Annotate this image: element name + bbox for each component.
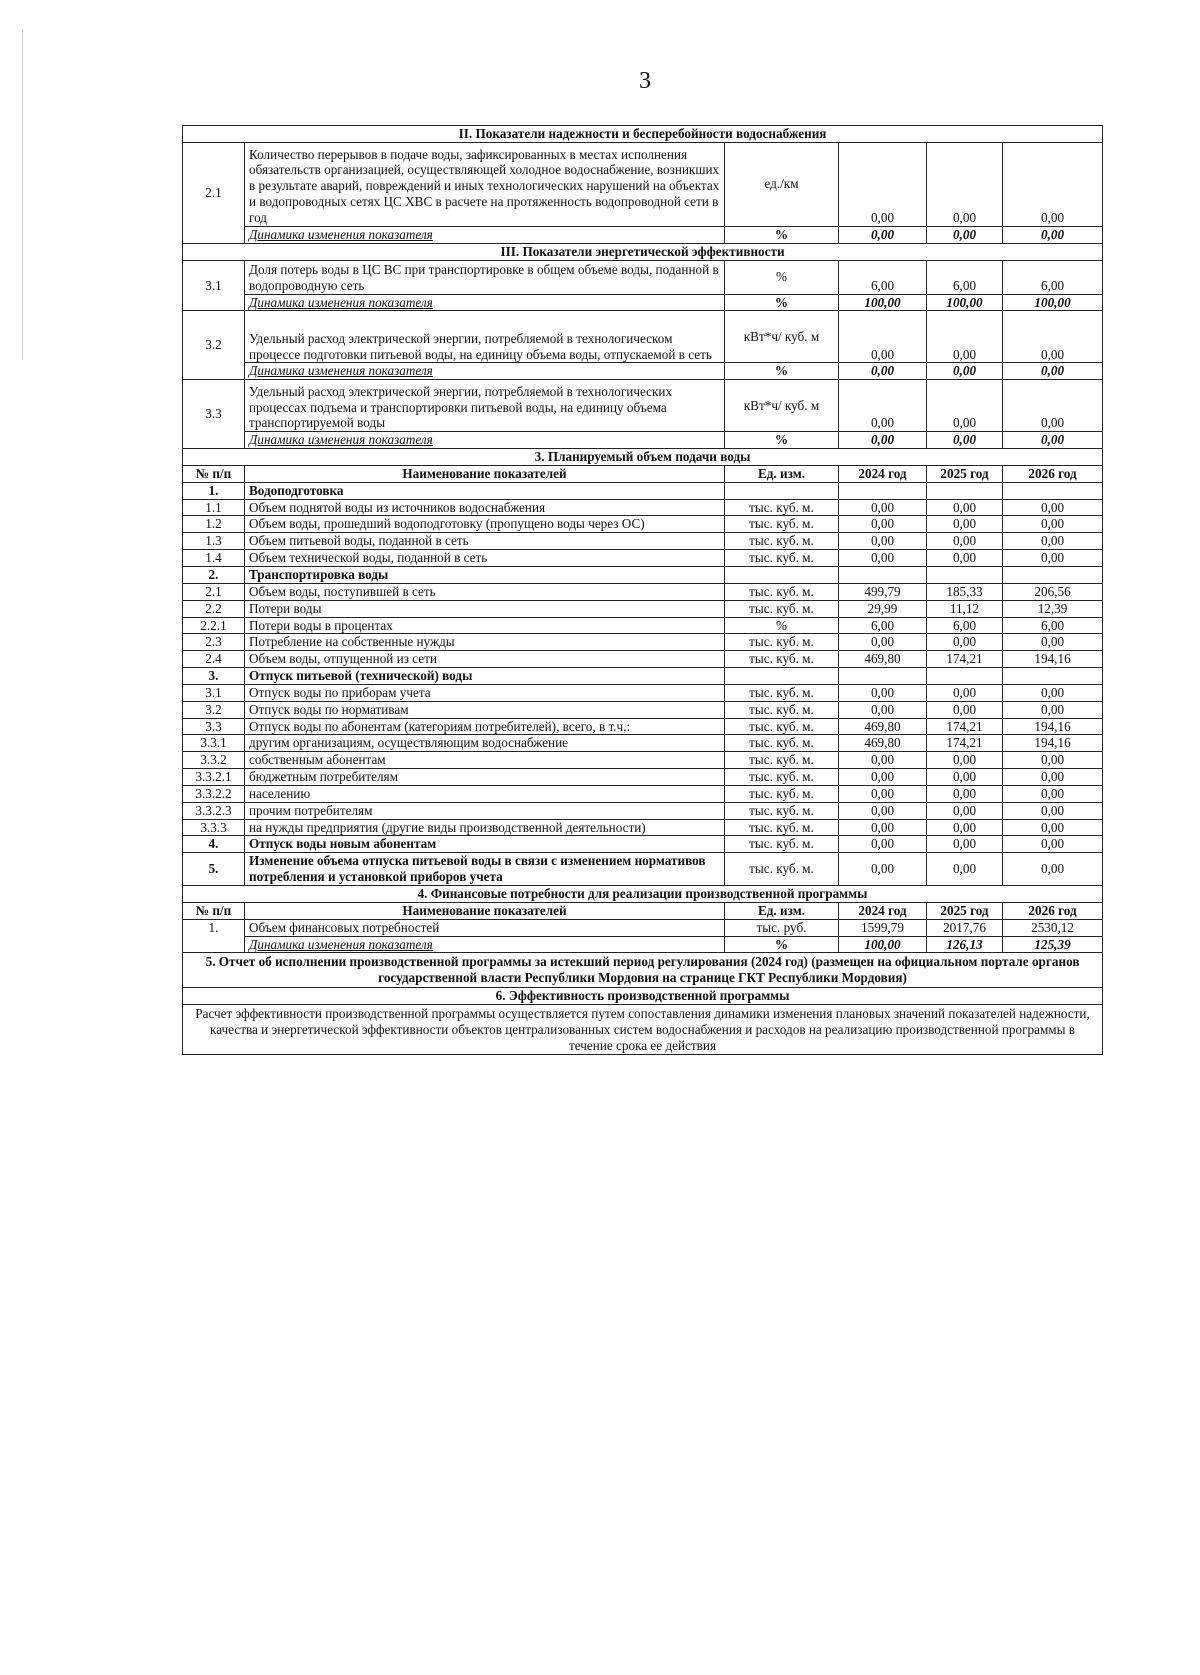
volume-row-num: 3.3.2.3 xyxy=(183,802,245,819)
volume-row-v2025: 0,00 xyxy=(927,634,1003,651)
volume-row-v2024: 0,00 xyxy=(839,533,927,550)
volume-row xyxy=(183,684,1103,701)
volume-row xyxy=(183,718,1103,735)
volume-row-v2025: 0,00 xyxy=(927,516,1003,533)
section-2-title-row xyxy=(183,126,1103,143)
row-3-2-num: 3.2 xyxy=(183,311,245,380)
row-2-1-dyn-v2024: 0,00 xyxy=(839,226,927,243)
row-2-1 xyxy=(183,142,1103,226)
row-3-2-dyn-name: Динамика изменения показателя xyxy=(245,363,725,380)
volume-row-num: 3. xyxy=(183,668,245,685)
row-2-1-v2024: 0,00 xyxy=(839,142,927,226)
volume-row-name: Изменение объема отпуска питьевой воды в связи с изменением нормативов потребления и установкой приборов учета xyxy=(245,853,725,886)
volume-row-v2026: 0,00 xyxy=(1003,550,1103,567)
volume-row-v2025 xyxy=(927,668,1003,685)
section-2-title: II. Показатели надежности и бесперебойности водоснабжения xyxy=(183,126,1103,143)
volume-row xyxy=(183,516,1103,533)
volume-row-name: Потребление на собственные нужды xyxy=(245,634,725,651)
volume-row xyxy=(183,617,1103,634)
volume-row-v2024: 0,00 xyxy=(839,769,927,786)
volume-row-v2025: 0,00 xyxy=(927,684,1003,701)
volume-header-unit: Ед. изм. xyxy=(725,465,839,482)
volume-row-name: Объем воды, поступившей в сеть xyxy=(245,583,725,600)
row-3-2 xyxy=(183,311,1103,363)
volume-row-unit: тыс. куб. м. xyxy=(725,583,839,600)
volume-row-unit: тыс. куб. м. xyxy=(725,651,839,668)
volume-row xyxy=(183,785,1103,802)
volume-row-num: 1. xyxy=(183,482,245,499)
finance-header-num: № п/п xyxy=(183,902,245,919)
volume-row-name: населению xyxy=(245,785,725,802)
volume-header-num: № п/п xyxy=(183,465,245,482)
volume-row-v2025: 0,00 xyxy=(927,499,1003,516)
volume-row-unit: тыс. куб. м. xyxy=(725,853,839,886)
volume-row-v2025: 0,00 xyxy=(927,836,1003,853)
finance-dyn-v2025: 126,13 xyxy=(927,936,1003,953)
volume-header-2025: 2025 год xyxy=(927,465,1003,482)
row-3-2-v2025: 0,00 xyxy=(927,311,1003,363)
row-3-1-dyn-v2025: 100,00 xyxy=(927,294,1003,311)
row-3-2-name: Удельный расход электрической энергии, потребляемой в технологическом процессе подготовки питьевой воды, на единицу объема воды, отпускаемой в сеть xyxy=(245,311,725,363)
volume-row-name: Объем технической воды, поданной в сеть xyxy=(245,550,725,567)
volume-row-num: 2.1 xyxy=(183,583,245,600)
volume-row-num: 4. xyxy=(183,836,245,853)
row-3-2-dyn-v2026: 0,00 xyxy=(1003,363,1103,380)
efficiency-text-row xyxy=(183,1004,1103,1055)
finance-title: 4. Финансовые потребности для реализации производственной программы xyxy=(183,886,1103,903)
volume-header-2026: 2026 год xyxy=(1003,465,1103,482)
production-program-table xyxy=(182,125,1103,1055)
volume-row-v2026: 0,00 xyxy=(1003,533,1103,550)
page-number: 3 xyxy=(639,68,651,94)
volume-row xyxy=(183,819,1103,836)
volume-row-unit: тыс. куб. м. xyxy=(725,769,839,786)
volume-row-v2025: 174,21 xyxy=(927,735,1003,752)
volume-row-v2024: 0,00 xyxy=(839,836,927,853)
volume-row-unit: тыс. куб. м. xyxy=(725,836,839,853)
row-3-2-dyn-unit: % xyxy=(725,363,839,380)
volume-row-name: Объем воды, прошедший водоподготовку (пропущено воды через ОС) xyxy=(245,516,725,533)
row-3-2-dynamics xyxy=(183,363,1103,380)
row-3-1 xyxy=(183,260,1103,294)
volume-row-v2026: 0,00 xyxy=(1003,785,1103,802)
volume-row-unit: тыс. куб. м. xyxy=(725,499,839,516)
volume-row-num: 3.3 xyxy=(183,718,245,735)
volume-row-unit xyxy=(725,482,839,499)
volume-row-num: 1.1 xyxy=(183,499,245,516)
row-3-1-v2026: 6,00 xyxy=(1003,260,1103,294)
volume-row-name: Потери воды в процентах xyxy=(245,617,725,634)
volume-row-v2024: 0,00 xyxy=(839,516,927,533)
volume-row-name: Объем поднятой воды из источников водоснабжения xyxy=(245,499,725,516)
volume-row xyxy=(183,735,1103,752)
volume-row xyxy=(183,836,1103,853)
row-3-3-num: 3.3 xyxy=(183,380,245,449)
row-3-1-dyn-unit: % xyxy=(725,294,839,311)
volume-row-num: 3.3.1 xyxy=(183,735,245,752)
volume-row-v2025: 6,00 xyxy=(927,617,1003,634)
volume-row xyxy=(183,600,1103,617)
volume-header-row xyxy=(183,465,1103,482)
finance-row-1-v2026: 2530,12 xyxy=(1003,919,1103,936)
volume-row-num: 3.3.2.1 xyxy=(183,769,245,786)
volume-row xyxy=(183,583,1103,600)
volume-row-num: 3.3.3 xyxy=(183,819,245,836)
volume-row-unit: тыс. куб. м. xyxy=(725,550,839,567)
volume-row-unit xyxy=(725,668,839,685)
efficiency-title-row xyxy=(183,988,1103,1005)
row-3-1-dyn-v2026: 100,00 xyxy=(1003,294,1103,311)
volume-row-v2024: 0,00 xyxy=(839,819,927,836)
finance-row-1-name: Объем финансовых потребностей xyxy=(245,919,725,936)
volume-row-v2026 xyxy=(1003,482,1103,499)
finance-header-2025: 2025 год xyxy=(927,902,1003,919)
finance-header-row xyxy=(183,902,1103,919)
volume-row-name: другим организациям, осуществляющим водоснабжение xyxy=(245,735,725,752)
volume-row-v2024: 0,00 xyxy=(839,550,927,567)
volume-row-v2026: 0,00 xyxy=(1003,516,1103,533)
finance-dyn-v2024: 100,00 xyxy=(839,936,927,953)
row-3-1-dyn-v2024: 100,00 xyxy=(839,294,927,311)
volume-row xyxy=(183,651,1103,668)
volume-row-unit: тыс. куб. м. xyxy=(725,600,839,617)
volume-row-num: 2.2 xyxy=(183,600,245,617)
volume-row-unit: тыс. куб. м. xyxy=(725,802,839,819)
finance-header-2026: 2026 год xyxy=(1003,902,1103,919)
row-2-1-dyn-unit: % xyxy=(725,226,839,243)
volume-row-v2025: 0,00 xyxy=(927,752,1003,769)
efficiency-title: 6. Эффективность производственной программы xyxy=(183,988,1103,1005)
volume-rows xyxy=(183,482,1103,885)
volume-row-num: 5. xyxy=(183,853,245,886)
volume-row-v2025 xyxy=(927,566,1003,583)
volume-row-v2026: 0,00 xyxy=(1003,684,1103,701)
volume-row-num: 3.3.2 xyxy=(183,752,245,769)
row-3-1-v2025: 6,00 xyxy=(927,260,1003,294)
row-3-3-v2025: 0,00 xyxy=(927,380,1003,432)
volume-row-name: Отпуск воды новым абонентам xyxy=(245,836,725,853)
volume-row-v2025 xyxy=(927,482,1003,499)
volume-row-name: Отпуск питьевой (технической) воды xyxy=(245,668,725,685)
volume-row-v2025: 174,21 xyxy=(927,718,1003,735)
volume-header-2024: 2024 год xyxy=(839,465,927,482)
volume-row-unit: тыс. куб. м. xyxy=(725,752,839,769)
row-2-1-num: 2.1 xyxy=(183,142,245,243)
volume-row-num: 1.3 xyxy=(183,533,245,550)
volume-row-v2025: 11,12 xyxy=(927,600,1003,617)
finance-row-1-num: 1. xyxy=(183,919,245,953)
volume-row-num: 3.1 xyxy=(183,684,245,701)
row-3-1-name: Доля потерь воды в ЦС ВС при транспортировке в общем объеме воды, поданной в водопроводную сеть xyxy=(245,260,725,294)
row-3-2-dyn-v2024: 0,00 xyxy=(839,363,927,380)
volume-row-v2024: 469,80 xyxy=(839,651,927,668)
volume-row-name: Потери воды xyxy=(245,600,725,617)
volume-row-num: 1.4 xyxy=(183,550,245,567)
volume-row xyxy=(183,853,1103,886)
volume-row-v2025: 0,00 xyxy=(927,853,1003,886)
row-3-1-unit: % xyxy=(725,260,839,294)
volume-row-v2024: 29,99 xyxy=(839,600,927,617)
finance-title-row xyxy=(183,886,1103,903)
finance-dyn-unit: % xyxy=(725,936,839,953)
volume-row-name: собственным абонентам xyxy=(245,752,725,769)
volume-row-v2025: 0,00 xyxy=(927,802,1003,819)
volume-row xyxy=(183,482,1103,499)
volume-row-v2024: 0,00 xyxy=(839,752,927,769)
row-3-1-dyn-name: Динамика изменения показателя xyxy=(245,294,725,311)
section-3-title-row xyxy=(183,243,1103,260)
volume-row-name: Транспортировка воды xyxy=(245,566,725,583)
row-3-2-v2026: 0,00 xyxy=(1003,311,1103,363)
volume-row-v2024: 469,80 xyxy=(839,718,927,735)
volume-row-v2025: 0,00 xyxy=(927,533,1003,550)
volume-row-name: Отпуск воды по абонентам (категориям потребителей), всего, в т.ч.: xyxy=(245,718,725,735)
row-2-1-dynamics xyxy=(183,226,1103,243)
row-2-1-dyn-name: Динамика изменения показателя xyxy=(245,226,725,243)
volume-row xyxy=(183,769,1103,786)
row-3-1-dynamics xyxy=(183,294,1103,311)
volume-row-num: 1.2 xyxy=(183,516,245,533)
volume-row-unit: тыс. куб. м. xyxy=(725,516,839,533)
volume-row-v2026: 0,00 xyxy=(1003,634,1103,651)
volume-row-v2026: 0,00 xyxy=(1003,769,1103,786)
volume-row-v2024: 0,00 xyxy=(839,499,927,516)
row-3-3-dynamics xyxy=(183,432,1103,449)
volume-row-unit: тыс. куб. м. xyxy=(725,735,839,752)
volume-row-v2025: 185,33 xyxy=(927,583,1003,600)
row-3-2-v2024: 0,00 xyxy=(839,311,927,363)
finance-header-unit: Ед. изм. xyxy=(725,902,839,919)
volume-row-v2026: 0,00 xyxy=(1003,752,1103,769)
volume-row-unit: тыс. куб. м. xyxy=(725,533,839,550)
volume-row-v2026: 0,00 xyxy=(1003,819,1103,836)
volume-row-v2024: 0,00 xyxy=(839,785,927,802)
row-3-3-name: Удельный расход электрической энергии, потребляемой в технологических процессах подъема и транспортировки питьевой воды, на единицу объема транспортируемой воды xyxy=(245,380,725,432)
volume-row xyxy=(183,701,1103,718)
finance-dyn-name: Динамика изменения показателя xyxy=(245,936,725,953)
finance-row-1-v2025: 2017,76 xyxy=(927,919,1003,936)
volume-row-unit xyxy=(725,566,839,583)
volume-row-v2024: 0,00 xyxy=(839,802,927,819)
volume-row-v2024: 469,80 xyxy=(839,735,927,752)
volume-row xyxy=(183,668,1103,685)
row-3-3-dyn-v2026: 0,00 xyxy=(1003,432,1103,449)
volume-row-name: на нужды предприятия (другие виды производственной деятельности) xyxy=(245,819,725,836)
volume-row-num: 3.3.2.2 xyxy=(183,785,245,802)
row-3-3-dyn-name: Динамика изменения показателя xyxy=(245,432,725,449)
row-3-2-dyn-v2025: 0,00 xyxy=(927,363,1003,380)
volume-row-v2026: 0,00 xyxy=(1003,499,1103,516)
row-3-3 xyxy=(183,380,1103,432)
volume-row-v2026: 206,56 xyxy=(1003,583,1103,600)
volume-row-unit: тыс. куб. м. xyxy=(725,785,839,802)
finance-row-1-v2024: 1599,79 xyxy=(839,919,927,936)
row-3-3-dyn-v2025: 0,00 xyxy=(927,432,1003,449)
volume-row-num: 2. xyxy=(183,566,245,583)
row-2-1-dyn-v2026: 0,00 xyxy=(1003,226,1103,243)
row-3-3-dyn-v2024: 0,00 xyxy=(839,432,927,449)
volume-row xyxy=(183,550,1103,567)
volume-row-v2026: 194,16 xyxy=(1003,718,1103,735)
volume-row-v2025: 0,00 xyxy=(927,819,1003,836)
row-3-1-v2024: 6,00 xyxy=(839,260,927,294)
volume-row-unit: тыс. куб. м. xyxy=(725,718,839,735)
volume-header-name: Наименование показателей xyxy=(245,465,725,482)
row-3-2-unit: кВт*ч/ куб. м xyxy=(725,311,839,363)
finance-dynamics-row xyxy=(183,936,1103,953)
volume-row xyxy=(183,533,1103,550)
volume-row-unit: тыс. куб. м. xyxy=(725,701,839,718)
finance-header-2024: 2024 год xyxy=(839,902,927,919)
efficiency-text: Расчет эффективности производственной программы осуществляется путем сопоставления динамики изменения плановых значений показателей надежности, качества и энергетической эффективности объектов централизованных систем водоснабжения и расходов на реализацию производственной программы в течение срока ее действия xyxy=(183,1004,1103,1055)
row-2-1-v2025: 0,00 xyxy=(927,142,1003,226)
volume-row-v2026 xyxy=(1003,566,1103,583)
finance-header-name: Наименование показателей xyxy=(245,902,725,919)
volume-row-name: Отпуск воды по нормативам xyxy=(245,701,725,718)
row-2-1-name: Количество перерывов в подаче воды, зафиксированных в местах исполнения обязательств организацией, осуществляющей холодное водоснабжение, возникших в результате аварий, повреждений и иных технологических нарушений на объектах и водопроводных сетях ЦС ХВС в расчете на протяженность водопроводной сети в год xyxy=(245,142,725,226)
row-2-1-dyn-v2025: 0,00 xyxy=(927,226,1003,243)
volume-row xyxy=(183,499,1103,516)
volume-row xyxy=(183,802,1103,819)
finance-row-1 xyxy=(183,919,1103,936)
volume-row-name: прочим потребителям xyxy=(245,802,725,819)
row-2-1-unit: ед./км xyxy=(725,142,839,226)
volume-row-v2024 xyxy=(839,482,927,499)
volume-row-v2024: 0,00 xyxy=(839,684,927,701)
row-3-3-dyn-unit: % xyxy=(725,432,839,449)
volume-row-v2026 xyxy=(1003,668,1103,685)
volume-row-name: бюджетным потребителям xyxy=(245,769,725,786)
volume-row-unit: тыс. куб. м. xyxy=(725,819,839,836)
volume-row-v2026: 194,16 xyxy=(1003,735,1103,752)
volume-row-v2024: 0,00 xyxy=(839,701,927,718)
volume-row-v2026: 0,00 xyxy=(1003,701,1103,718)
volume-row-v2025: 0,00 xyxy=(927,769,1003,786)
volume-row-name: Отпуск воды по приборам учета xyxy=(245,684,725,701)
volume-row-v2025: 0,00 xyxy=(927,701,1003,718)
volume-row-v2024: 6,00 xyxy=(839,617,927,634)
volume-row-v2026: 12,39 xyxy=(1003,600,1103,617)
finance-row-1-unit: тыс. руб. xyxy=(725,919,839,936)
volume-row-v2025: 0,00 xyxy=(927,785,1003,802)
volume-row-unit: % xyxy=(725,617,839,634)
volume-title-row xyxy=(183,449,1103,466)
volume-row-v2025: 174,21 xyxy=(927,651,1003,668)
row-3-1-num: 3.1 xyxy=(183,260,245,311)
volume-row xyxy=(183,634,1103,651)
volume-row-v2024 xyxy=(839,668,927,685)
volume-row xyxy=(183,566,1103,583)
volume-row xyxy=(183,752,1103,769)
volume-row-v2024: 0,00 xyxy=(839,853,927,886)
row-2-1-v2026: 0,00 xyxy=(1003,142,1103,226)
volume-row-name: Водоподготовка xyxy=(245,482,725,499)
row-3-3-v2024: 0,00 xyxy=(839,380,927,432)
volume-row-unit: тыс. куб. м. xyxy=(725,634,839,651)
volume-row-v2026: 6,00 xyxy=(1003,617,1103,634)
report-title: 5. Отчет об исполнении производственной программы за истекший период регулирования (2024 год) (размещен на официальном портале органов государственной власти Республики Мордовия на странице ГКТ Республики Мордовия) xyxy=(183,953,1103,988)
volume-row-v2024 xyxy=(839,566,927,583)
volume-row-v2026: 0,00 xyxy=(1003,802,1103,819)
row-3-3-unit: кВт*ч/ куб. м xyxy=(725,380,839,432)
volume-row-num: 3.2 xyxy=(183,701,245,718)
volume-row-name: Объем питьевой воды, поданной в сеть xyxy=(245,533,725,550)
row-3-3-v2026: 0,00 xyxy=(1003,380,1103,432)
volume-row-num: 2.4 xyxy=(183,651,245,668)
volume-row-num: 2.3 xyxy=(183,634,245,651)
volume-row-v2024: 0,00 xyxy=(839,634,927,651)
volume-row-v2026: 194,16 xyxy=(1003,651,1103,668)
volume-row-v2026: 0,00 xyxy=(1003,853,1103,886)
volume-row-unit: тыс. куб. м. xyxy=(725,684,839,701)
report-title-row xyxy=(183,953,1103,988)
volume-row-v2026: 0,00 xyxy=(1003,836,1103,853)
finance-dyn-v2026: 125,39 xyxy=(1003,936,1103,953)
section-3-title: III. Показатели энергетической эффективности xyxy=(183,243,1103,260)
volume-row-num: 2.2.1 xyxy=(183,617,245,634)
volume-title: 3. Планируемый объем подачи воды xyxy=(183,449,1103,466)
volume-row-v2024: 499,79 xyxy=(839,583,927,600)
volume-row-v2025: 0,00 xyxy=(927,550,1003,567)
volume-row-name: Объем воды, отпущенной из сети xyxy=(245,651,725,668)
